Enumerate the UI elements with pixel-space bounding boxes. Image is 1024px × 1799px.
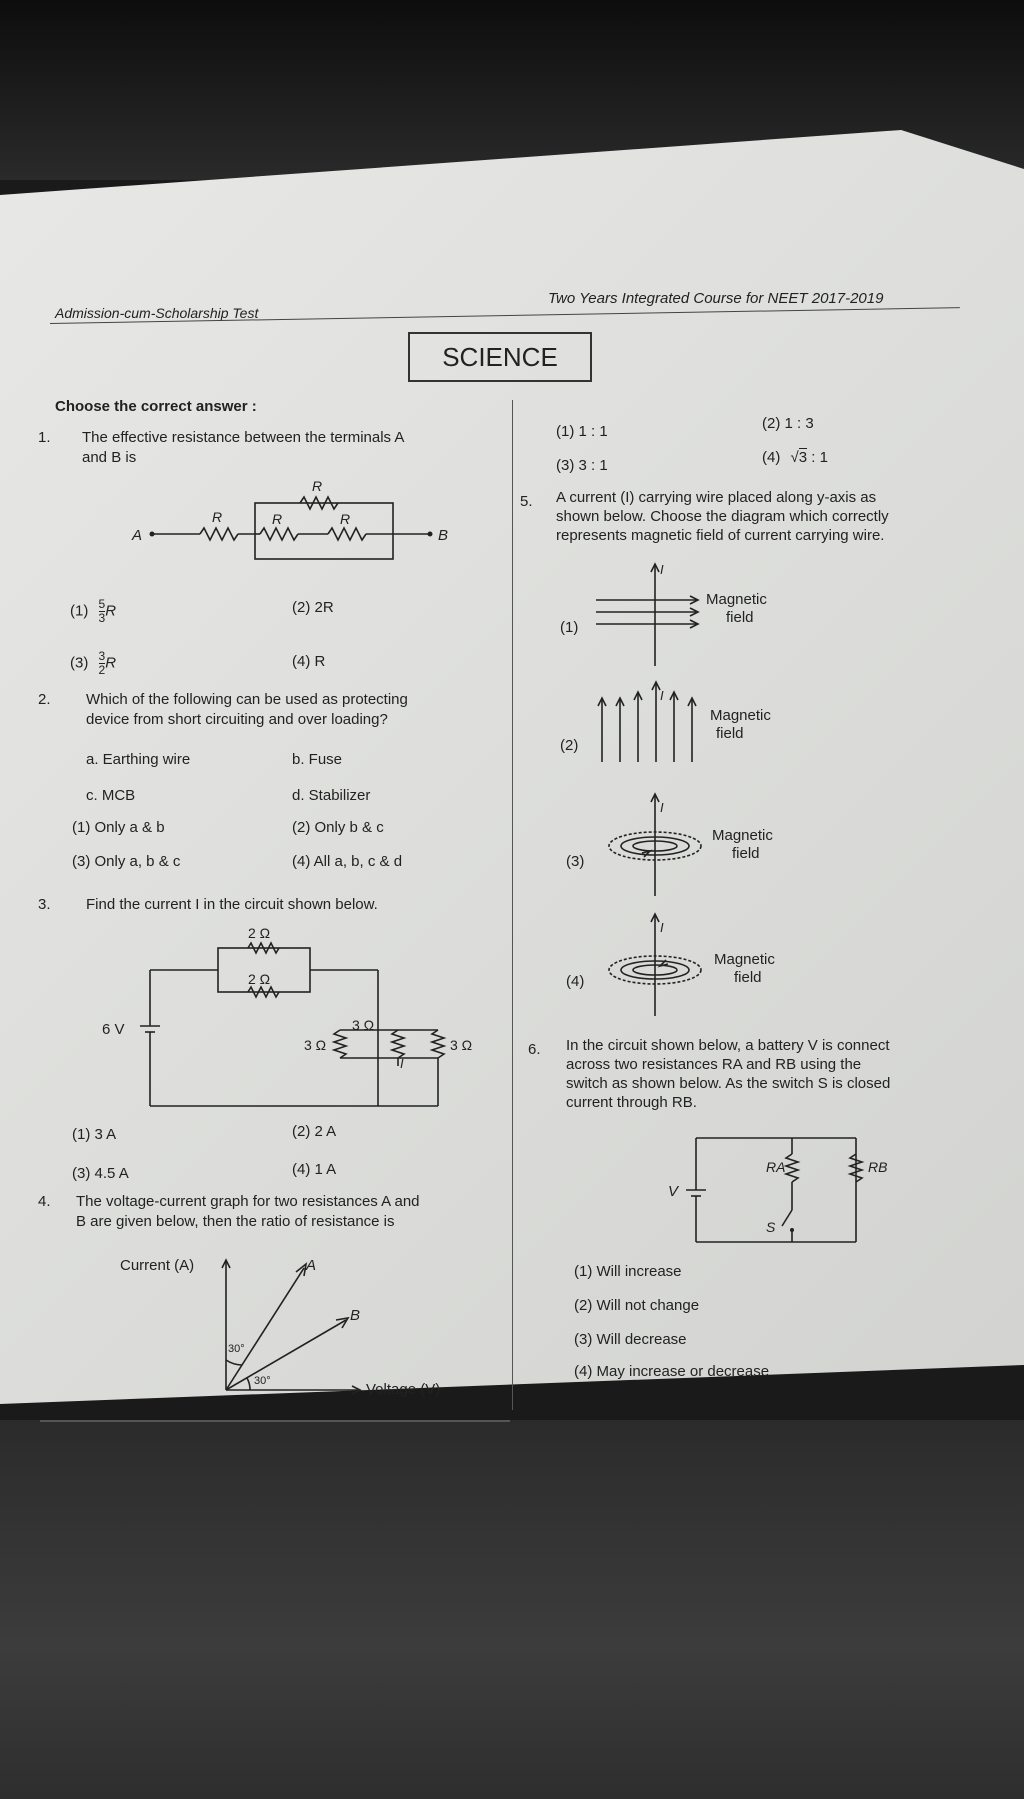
q6-option4[interactable]: (4) May increase or decrease — [574, 1363, 770, 1380]
q4-option4[interactable]: (4) √3 : 1 — [762, 449, 828, 466]
q6-line2: across two resistances RA and RB using the — [566, 1056, 862, 1073]
q2-option2[interactable]: (2) Only b & c — [292, 819, 384, 836]
q5-line3: represents magnetic field of current carrying wire. — [556, 527, 885, 544]
q1-option1-num: (1) — [70, 602, 89, 620]
q1-option4[interactable]: (4) R — [292, 653, 326, 670]
q5-number: 5. — [520, 493, 533, 510]
q1-line1: The effective resistance between the terminals A — [82, 429, 405, 446]
q5-d3-magnetic: Magnetic — [712, 827, 773, 844]
q4-option4-sqrt: 3 — [798, 449, 808, 466]
q1-option3-numerator: 3 — [98, 649, 106, 663]
q4-option4-num: (4) — [762, 449, 781, 466]
q5-d4-magnetic: Magnetic — [714, 951, 775, 968]
q3-r2-label: 2 Ω — [248, 971, 271, 987]
bottom-rule — [40, 1420, 510, 1422]
q1-r-label4: R — [340, 511, 351, 527]
q1-option1-numerator: 5 — [98, 597, 106, 611]
q5-option2[interactable]: (2) — [560, 737, 579, 754]
q5-d1-magnetic: Magnetic — [706, 591, 767, 608]
page-title: SCIENCE — [408, 332, 592, 382]
q2-line1: Which of the following can be used as protecting — [86, 691, 408, 708]
q4-option2[interactable]: (2) 1 : 3 — [762, 415, 814, 432]
q3-circuit — [100, 918, 490, 1113]
q2-number: 2. — [38, 691, 51, 708]
q1-r-label2: R — [312, 478, 323, 494]
q3-voltage-label: 6 V — [102, 1021, 125, 1038]
q4-angle2: 30° — [254, 1375, 271, 1387]
q5-d4-current: I — [660, 920, 664, 935]
q1-r-label3: R — [272, 511, 283, 527]
q6-option1[interactable]: (1) Will increase — [574, 1263, 682, 1280]
background-bottom — [0, 1420, 1024, 1799]
q4-xlabel: Voltage (V) — [366, 1381, 441, 1398]
q1-option3-tail: R — [105, 654, 117, 672]
q6-circuit — [660, 1130, 910, 1250]
q2-line2: device from short circuiting and over loading? — [86, 711, 388, 728]
q4-line-b-label: B — [350, 1307, 361, 1324]
q5-diagram4 — [590, 910, 810, 1020]
q6-number: 6. — [528, 1041, 541, 1058]
q2-item-d: d. Stabilizer — [292, 787, 371, 804]
q1-number: 1. — [38, 429, 51, 446]
instruction: Choose the correct answer : — [55, 398, 257, 415]
q4-line-a-label: A — [306, 1257, 317, 1274]
q5-diagram3 — [590, 790, 810, 900]
q6-switch-label: S — [766, 1219, 776, 1235]
q3-current-label: I — [400, 1056, 404, 1071]
q5-d3-current: I — [660, 800, 664, 815]
q5-d3-field: field — [732, 845, 760, 862]
q5-diagram2 — [590, 678, 810, 788]
q5-option1[interactable]: (1) — [560, 619, 579, 636]
q5-d1-current: I — [660, 562, 664, 577]
q5-option3[interactable]: (3) — [566, 853, 585, 870]
q3-option4[interactable]: (4) 1 A — [292, 1161, 337, 1178]
q3-option2[interactable]: (2) 2 A — [292, 1123, 337, 1140]
q4-option4-post: : 1 — [811, 449, 828, 466]
q3-r1-label: 2 Ω — [248, 925, 271, 941]
q4-line2: B are given below, then the ratio of resistance is — [76, 1213, 395, 1230]
q5-option4[interactable]: (4) — [566, 973, 585, 990]
q4-angle1: 30° — [228, 1343, 245, 1355]
q3-number: 3. — [38, 896, 51, 913]
q5-diagram1 — [590, 560, 810, 670]
q3-option1[interactable]: (1) 3 A — [72, 1126, 117, 1143]
q1-option3-num: (3) — [70, 654, 89, 672]
q1-option3-denominator: 2 — [98, 663, 106, 677]
header-right: Two Years Integrated Course for NEET 2017-2019 — [548, 290, 884, 307]
q1-terminal-a: A — [132, 527, 143, 544]
q6-line4: current through RB. — [566, 1094, 697, 1111]
q2-option3[interactable]: (3) Only a, b & c — [72, 853, 181, 870]
q3-line1: Find the current I in the circuit shown below. — [86, 896, 378, 913]
q4-line1: The voltage-current graph for two resistances A and — [76, 1193, 420, 1210]
q4-graph — [120, 1248, 480, 1408]
q1-circuit — [130, 478, 450, 568]
q1-option1[interactable] — [70, 598, 116, 625]
q5-d1-field: field — [726, 609, 754, 626]
q4-ylabel: Current (A) — [120, 1257, 195, 1274]
q3-r4-label: 3 Ω — [352, 1017, 375, 1033]
q6-battery-label: V — [668, 1183, 679, 1200]
q1-option1-tail: R — [105, 602, 117, 620]
q5-d2-field: field — [716, 725, 744, 742]
q5-d2-current: I — [660, 688, 664, 703]
q3-option3[interactable]: (3) 4.5 A — [72, 1165, 129, 1182]
q5-d4-field: field — [734, 969, 762, 986]
q5-d2-magnetic: Magnetic — [710, 707, 771, 724]
q2-item-a: a. Earthing wire — [86, 751, 191, 768]
q1-r-label1: R — [212, 509, 223, 525]
q1-option3[interactable] — [70, 650, 116, 677]
q2-item-b: b. Fuse — [292, 751, 343, 768]
q6-option3[interactable]: (3) Will decrease — [574, 1331, 687, 1348]
column-divider — [512, 400, 513, 1410]
q6-rb-label: RB — [868, 1159, 888, 1175]
q3-r3-label: 3 Ω — [304, 1037, 327, 1053]
q6-ra-label: RA — [766, 1159, 786, 1175]
q4-option3[interactable]: (3) 3 : 1 — [556, 457, 608, 474]
q6-line1: In the circuit shown below, a battery V is connect — [566, 1037, 890, 1054]
q6-line3: switch as shown below. As the switch S is closed — [566, 1075, 891, 1092]
q2-option4[interactable]: (4) All a, b, c & d — [292, 853, 403, 870]
q3-r5-label: 3 Ω — [450, 1037, 473, 1053]
q4-option1[interactable]: (1) 1 : 1 — [556, 423, 608, 440]
q5-line2: shown below. Choose the diagram which correctly — [556, 508, 889, 525]
q2-option1[interactable]: (1) Only a & b — [72, 819, 165, 836]
q1-option2[interactable]: (2) 2R — [292, 599, 334, 616]
q1-line2: and B is — [82, 449, 137, 466]
q1-terminal-b: B — [438, 527, 449, 544]
q2-item-c: c. MCB — [86, 787, 136, 804]
q5-line1: A current (I) carrying wire placed along y-axis as — [556, 489, 877, 506]
q6-option2[interactable]: (2) Will not change — [574, 1297, 700, 1314]
q1-option1-denominator: 3 — [98, 611, 106, 625]
header-left: Admission-cum-Scholarship Test — [55, 305, 259, 321]
q4-number: 4. — [38, 1193, 51, 1210]
